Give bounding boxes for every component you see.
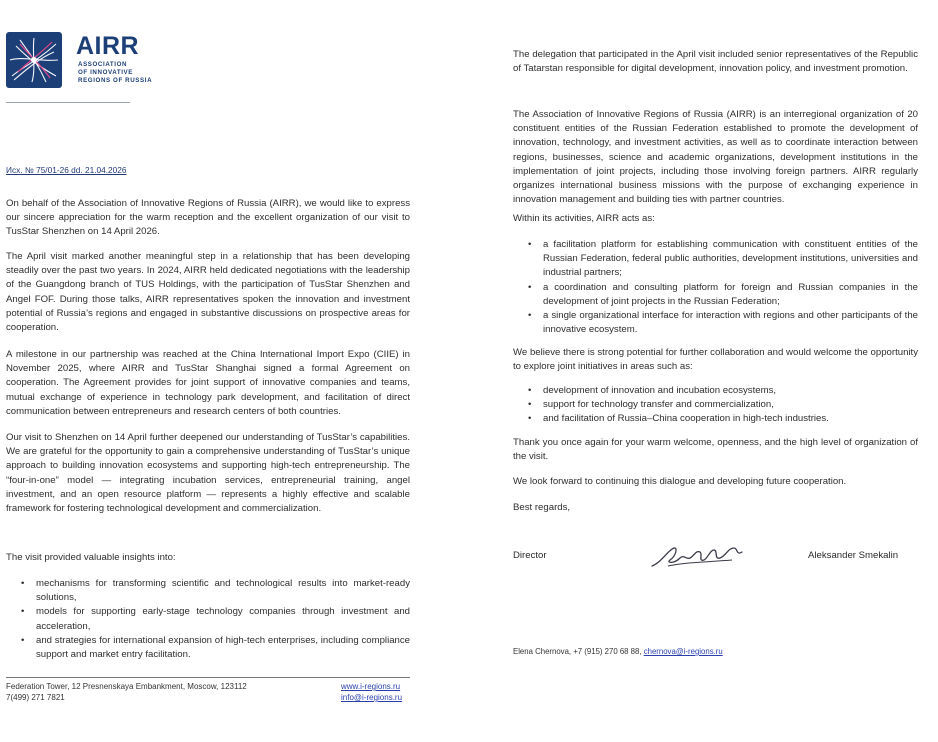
right-column-p6 bbox=[513, 475, 918, 489]
closing bbox=[513, 501, 918, 515]
paragraph: Thank you once again for your warm welcome, openness, and the high level of organization of the visit. bbox=[513, 437, 918, 463]
left-column-p5 bbox=[6, 551, 410, 565]
footer-email-link[interactable]: info@i-regions.ru bbox=[341, 693, 403, 702]
right-column-p3 bbox=[513, 212, 918, 226]
paragraph: On behalf of the Association of Innovative Regions of Russia (AIRR), we would like to express our sincere appreciation for the warm reception and the excellent organization of our visit to TusStar Shenzhen on 14 April 2026. bbox=[6, 198, 410, 238]
paragraph: A milestone in our partnership was reached at the China International Import Expo (CIIE) in November 2025, where AIRR and TusStar Shanghai signed a formal Agreement on cooperation. The Agreement provides for joint support of innovative companies and teams, mutual exchange of experience in technology park development, and facilitation of direct communication between entrepreneurs and research centers of both countries. bbox=[6, 349, 410, 417]
list-item: • a facilitation platform for establishing communication with constituent entities of the Russian Federation, federal public authorities, development institutions, universities and industrial partners; bbox=[513, 238, 918, 281]
contact-line bbox=[513, 647, 723, 656]
paragraph: The April visit marked another meaningful step in a relationship that has been developing steadily over the past two years. In 2024, AIRR held dedicated negotiations with the leadership of the Guangdong branch of TUS Holdings, with the participation of TusStar Shenzhen and Angel FOF. During those talks, AIRR representatives spoken the innovation and investment potential of Russia’s regions and engaged in substantive discussions on prospective areas for cooperation. bbox=[6, 251, 410, 334]
list-item: • mechanisms for transforming scientific and technological results into market-ready solutions, bbox=[6, 577, 410, 605]
letterhead-divider bbox=[6, 102, 130, 103]
right-column-p2 bbox=[513, 108, 918, 207]
list-item: • and facilitation of Russia–China cooperation in high-tech industries. bbox=[513, 412, 918, 426]
insights-list bbox=[6, 577, 410, 662]
paragraph: We look forward to continuing this dialogue and developing future cooperation. bbox=[513, 476, 847, 487]
areas-list bbox=[513, 384, 918, 427]
org-line-2: OF INNOVATIVE bbox=[78, 69, 134, 76]
org-short-name: AIRR bbox=[76, 32, 140, 60]
left-column-p3 bbox=[6, 348, 410, 419]
right-column-p4 bbox=[513, 346, 918, 374]
list-item: • support for technology transfer and commercialization, bbox=[513, 398, 918, 412]
list-item: • a single organizational interface for interaction with regions and other participants of the innovative ecosystem. bbox=[513, 309, 918, 337]
contact-email-link[interactable]: chernova@i-regions.ru bbox=[643, 647, 723, 656]
paragraph: Our visit to Shenzhen on 14 April further deepened our understanding of TusStar’s capabilities. We are grateful for the opportunity to gain a comprehensive understanding of TusStar’s unique approach to building innovation ecosystems and supporting high-tech entrepreneurship. The “four-in-one” model — integrating incubation services, entrepreneurial training, angel investment, and an open resource platform — represents a highly effective and scalable framework for fostering technological development and commercialization. bbox=[6, 432, 410, 515]
paragraph: The visit provided valuable insights into: bbox=[6, 552, 176, 563]
org-line-3: REGIONS OF RUSSIA bbox=[78, 77, 153, 84]
handwritten-signature bbox=[648, 540, 748, 574]
left-column-p4 bbox=[6, 431, 410, 516]
reference-number: Исх. № 75/01-26 dd. 21.04.2026 bbox=[6, 165, 127, 175]
paragraph: The delegation that participated in the April visit included senior representatives of the Republic of Tatarstan responsible for digital development, innovation policy, and investment promotion. bbox=[513, 49, 918, 75]
paragraph: Within its activities, AIRR acts as: bbox=[513, 213, 655, 224]
contact-text: Elena Chernova, +7 (915) 270 68 88, bbox=[513, 647, 644, 656]
signatory-role: Director bbox=[513, 550, 547, 561]
org-full-name bbox=[78, 61, 152, 85]
list-item: • a coordination and consulting platform for foreign and Russian companies in the development of joint projects in the Russian Federation; bbox=[513, 281, 918, 309]
roles-list bbox=[513, 238, 918, 337]
list-item: • and strategies for international expansion of high-tech enterprises, including compliance support and market entry facilitation. bbox=[6, 634, 410, 662]
list-item: • development of innovation and incubation ecosystems, bbox=[513, 384, 918, 398]
paragraph: The Association of Innovative Regions of Russia (AIRR) is an interregional organization of 20 constituent entities of the Russian Federation established to promote the development of innovation, technology, and investment activities, as well as to coordinate interaction between regions, businesses, science and academic organizations, development institutions in the implementation of joint projects, including those involving foreign partners. AIRR regularly organizes international business missions with the purpose of exchanging experience in innovation management and building ties with partner countries. bbox=[513, 109, 918, 206]
left-column bbox=[6, 197, 410, 240]
footer-website-link[interactable]: www.i-regions.ru bbox=[341, 682, 401, 691]
right-column-p1 bbox=[513, 48, 918, 76]
paragraph: We believe there is strong potential for further collaboration and would welcome the opportunity to explore joint initiatives in areas such as: bbox=[513, 347, 918, 373]
closing-text: Best regards, bbox=[513, 502, 571, 513]
list-item: • models for supporting early-stage technology companies through investment and acceleration, bbox=[6, 605, 410, 633]
org-line-1: ASSOCIATION bbox=[78, 61, 128, 68]
left-column-p2 bbox=[6, 250, 410, 335]
footer-phone: 7(499) 271 7821 bbox=[6, 693, 65, 702]
right-column-p5 bbox=[513, 436, 918, 464]
footer-address: Federation Tower, 12 Presnenskaya Embankment, Moscow, 123112 bbox=[6, 682, 247, 691]
signatory-name: Aleksander Smekalin bbox=[808, 550, 899, 561]
footer-divider bbox=[6, 677, 410, 678]
airr-logo-mark bbox=[6, 32, 62, 88]
